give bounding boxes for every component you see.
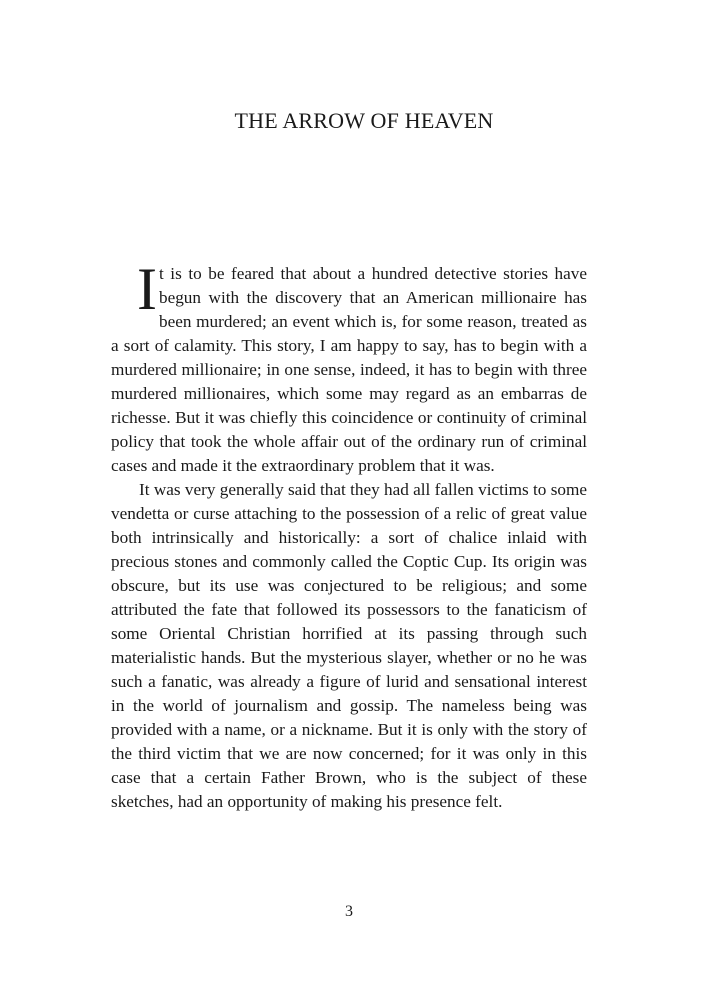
body-text [111, 256, 587, 814]
paragraph-2: It was very generally said that they had all fallen victims to some vendetta or curse attaching to the possession of a relic of great value both intrinsically and historically: a sort of chalice inlaid with precious stones and commonly called the Coptic Cup. Its origin was obscure, but its use was conjectured to be religious; and some attributed the fate that followed its possessors to the fanaticism of some Oriental Christian horrified at its passing through such materialistic hands. But the mysterious slayer, whether or no he was such a fanatic, was already a figure of lurid and sensational interest in the world of journalism and gossip. The nameless being was provided with a name, or a nickname. But it is only with the story of the third victim that we are now concerned; for it was only in this case that a certain Father Brown, who is the subject of these sketches, had an opportunity of making his presence felt. [111, 480, 587, 811]
paragraph-1-text: t is to be feared that about a hundred detective stories have begun with the discovery that an American millionaire has been murdered; an event which is, for some reason, treated as a sort of calamity. This story, I am happy to say, has to begin with a murdered millionaire; in one sense, indeed, it has to begin with three murdered millionaires, which some may regard as an embarras de richesse. But it was chiefly this coincidence or continuity of criminal policy that took the whole affair out of the ordinary run of criminal cases and made it the extraordinary problem that it was. [111, 264, 587, 475]
drop-cap: I [137, 256, 157, 322]
page-number: 3 [345, 903, 353, 920]
paragraph-1 [111, 256, 587, 478]
chapter-title: THE ARROW OF HEAVEN [234, 108, 494, 133]
